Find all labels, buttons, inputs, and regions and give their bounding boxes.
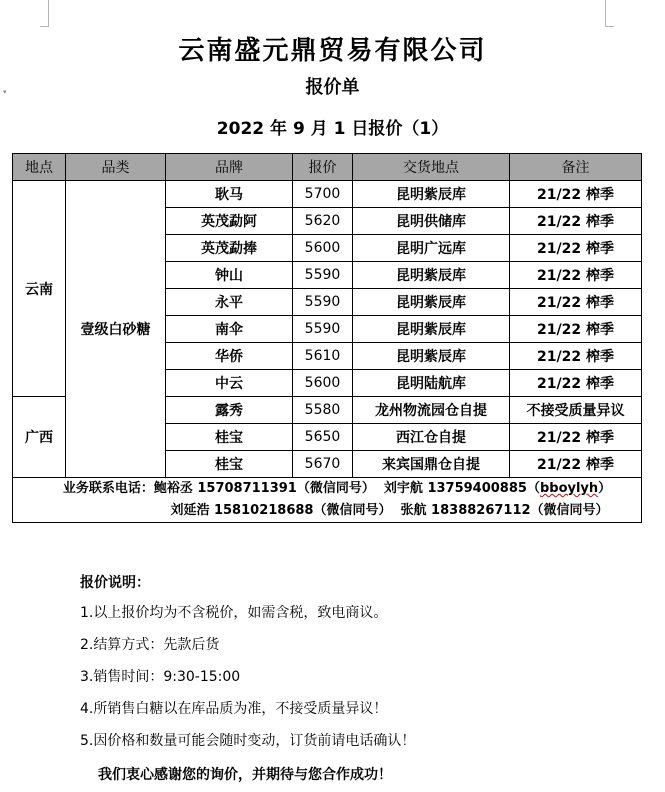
delivery-cell: 来宾国鼎仓自提 [353, 451, 510, 478]
header-remark: 备注 [510, 154, 642, 181]
note-item: 2.结算方式：先款后货 [80, 637, 220, 653]
header-category: 品类 [66, 154, 166, 181]
price-cell: 5620 [293, 208, 353, 235]
page-corner-mark-left [40, 0, 49, 27]
brand-cell: 英茂勐阿 [166, 208, 293, 235]
delivery-cell: 昆明紫辰库 [353, 181, 510, 208]
contact-line-1 [13, 478, 641, 500]
price-cell: 5600 [293, 370, 353, 397]
price-cell: 5600 [293, 235, 353, 262]
region-yunnan: 云南 [13, 181, 66, 397]
brand-cell: 南伞 [166, 316, 293, 343]
remark-cell: 21/22 榨季 [510, 208, 642, 235]
contact-person-2: 刘宇航 13759400885（bboylyh） [383, 481, 612, 496]
category-cell: 壹级白砂糖 [66, 181, 166, 478]
price-cell: 5580 [293, 397, 353, 424]
quote-table [12, 153, 642, 523]
delivery-cell: 昆明紫辰库 [353, 262, 510, 289]
margin-marker-icon: ▾ [3, 88, 7, 96]
note-item: 5.因价格和数量可能会随时变动，订货前请电话确认！ [80, 733, 416, 749]
wechat-id: bboylyh [539, 481, 599, 496]
header-location: 地点 [13, 154, 66, 181]
page-corner-mark-right [605, 0, 614, 27]
brand-cell: 永平 [166, 289, 293, 316]
contact-person-1: 鲍裕丞 15708711391（微信同号） [153, 481, 375, 496]
brand-cell: 华侨 [166, 343, 293, 370]
company-name: 云南盛元鼎贸易有限公司 [178, 36, 487, 66]
price-cell: 5700 [293, 181, 353, 208]
delivery-cell: 昆明广远库 [353, 235, 510, 262]
remark-cell: 21/22 榨季 [510, 316, 642, 343]
note-item: 4.所销售白糖以在库品质为准，不接受质量异议！ [80, 701, 388, 717]
closing-message: 我们衷心感谢您的询价，并期待与您合作成功！ [98, 767, 392, 783]
remark-cell: 21/22 榨季 [510, 289, 642, 316]
delivery-cell: 龙州物流园仓自提 [353, 397, 510, 424]
contact-row [13, 478, 642, 523]
table-header-row [13, 154, 642, 181]
delivery-cell: 昆明供储库 [353, 208, 510, 235]
contact-info [13, 478, 642, 523]
remark-cell: 21/22 榨季 [510, 370, 642, 397]
brand-cell: 露秀 [166, 397, 293, 424]
brand-cell: 桂宝 [166, 451, 293, 478]
quote-date: 2022 年 9 月 1 日报价（1） [216, 119, 449, 139]
remark-cell: 21/22 榨季 [510, 235, 642, 262]
brand-cell: 英茂勐捧 [166, 235, 293, 262]
brand-cell: 中云 [166, 370, 293, 397]
note-item: 1.以上报价均为不含税价，如需含税，致电商议。 [80, 605, 388, 621]
price-cell: 5650 [293, 424, 353, 451]
contact-person-4: 张航 18388267112（微信同号） [400, 503, 609, 518]
price-cell: 5670 [293, 451, 353, 478]
remark-cell: 21/22 榨季 [510, 262, 642, 289]
price-cell: 5590 [293, 262, 353, 289]
note-item: 3.销售时间：9:30-15:00 [80, 669, 241, 685]
notes-heading: 报价说明： [80, 575, 150, 591]
price-cell: 5590 [293, 316, 353, 343]
brand-cell: 耿马 [166, 181, 293, 208]
remark-cell: 21/22 榨季 [510, 451, 642, 478]
brand-cell: 钟山 [166, 262, 293, 289]
brand-cell: 桂宝 [166, 424, 293, 451]
quote-notes [80, 572, 415, 762]
delivery-cell: 昆明紫辰库 [353, 289, 510, 316]
table-row [13, 181, 642, 208]
contact-line-2 [13, 500, 641, 522]
remark-cell: 不接受质量异议 [510, 397, 642, 424]
document-title: 报价单 [305, 77, 360, 98]
delivery-cell: 昆明紫辰库 [353, 316, 510, 343]
remark-cell: 21/22 榨季 [510, 181, 642, 208]
header-price: 报价 [293, 154, 353, 181]
header-brand: 品牌 [166, 154, 293, 181]
contact-label: 业务联系电话： [62, 481, 154, 496]
remark-cell: 21/22 榨季 [510, 424, 642, 451]
remark-cell: 21/22 榨季 [510, 343, 642, 370]
price-cell: 5610 [293, 343, 353, 370]
region-guangxi: 广西 [13, 397, 66, 478]
header-delivery: 交货地点 [353, 154, 510, 181]
delivery-cell: 昆明陆航库 [353, 370, 510, 397]
delivery-cell: 昆明紫辰库 [353, 343, 510, 370]
contact-person-3: 刘延浩 15810218688（微信同号） [170, 503, 392, 518]
price-cell: 5590 [293, 289, 353, 316]
delivery-cell: 西江仓自提 [353, 424, 510, 451]
